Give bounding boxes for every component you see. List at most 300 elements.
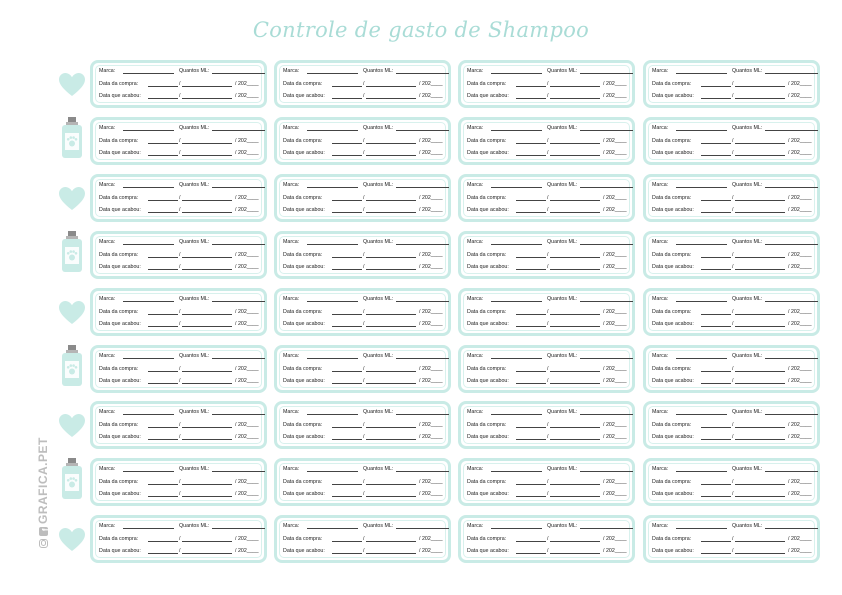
ml-field[interactable] <box>580 409 633 415</box>
purchase-month-field[interactable] <box>550 195 600 201</box>
finish-day-field[interactable] <box>516 378 546 384</box>
finish-year-field[interactable]: / 202____ <box>603 548 627 555</box>
ml-field[interactable] <box>396 466 449 472</box>
finish-day-field[interactable] <box>148 321 178 327</box>
purchase-month-field[interactable] <box>550 479 600 485</box>
finish-month-field[interactable] <box>735 434 785 440</box>
purchase-day-field[interactable] <box>701 309 731 315</box>
purchase-day-field[interactable] <box>332 138 362 144</box>
purchase-month-field[interactable] <box>550 536 600 542</box>
purchase-month-field[interactable] <box>735 309 785 315</box>
finish-month-field[interactable] <box>550 150 600 156</box>
finish-year-field[interactable]: / 202____ <box>235 434 259 441</box>
ml-field[interactable] <box>212 125 265 131</box>
purchase-year-field[interactable]: / 202____ <box>235 308 259 315</box>
purchase-month-field[interactable] <box>550 422 600 428</box>
brand-field[interactable] <box>307 466 358 472</box>
finish-year-field[interactable]: / 202____ <box>419 320 443 327</box>
purchase-month-field[interactable] <box>182 479 232 485</box>
finish-day-field[interactable] <box>701 150 731 156</box>
ml-field[interactable] <box>580 68 633 74</box>
finish-month-field[interactable] <box>182 264 232 270</box>
purchase-date-label: Data da compra: <box>283 81 323 87</box>
purchase-day-field[interactable] <box>701 422 731 428</box>
finish-day-field[interactable] <box>701 207 731 213</box>
purchase-year-field[interactable]: / 202____ <box>788 194 812 201</box>
ml-field[interactable] <box>396 182 449 188</box>
purchase-year-field[interactable]: / 202____ <box>788 536 812 543</box>
finish-day-field[interactable] <box>148 93 178 99</box>
purchase-month-field[interactable] <box>735 422 785 428</box>
ml-label: Quantos ML: <box>547 181 578 188</box>
brand-field[interactable] <box>123 239 174 245</box>
purchase-day-field[interactable] <box>148 309 178 315</box>
brand-field[interactable] <box>491 182 542 188</box>
purchase-day-field[interactable] <box>516 252 546 258</box>
finish-day-field[interactable] <box>332 378 362 384</box>
purchase-day-field[interactable] <box>516 366 546 372</box>
ml-field[interactable] <box>396 296 449 302</box>
finish-year-field[interactable]: / 202____ <box>419 377 443 384</box>
finish-month-field[interactable] <box>182 378 232 384</box>
finish-month-field[interactable] <box>735 321 785 327</box>
finish-month-field[interactable] <box>735 491 785 497</box>
finish-month-field[interactable] <box>550 548 600 554</box>
ml-field[interactable] <box>396 68 449 74</box>
brand-field[interactable] <box>676 523 727 529</box>
purchase-day-field[interactable] <box>332 252 362 258</box>
finish-year-field[interactable]: / 202____ <box>419 206 443 213</box>
purchase-month-field[interactable] <box>182 195 232 201</box>
finish-month-field[interactable] <box>550 321 600 327</box>
finish-month-field[interactable] <box>550 264 600 270</box>
brand-field[interactable] <box>123 466 174 472</box>
brand-field[interactable] <box>676 239 727 245</box>
finish-year-field[interactable]: / 202____ <box>419 491 443 498</box>
purchase-year-field[interactable]: / 202____ <box>419 81 443 87</box>
purchase-year-field[interactable]: / 202____ <box>603 365 627 372</box>
purchase-day-field[interactable] <box>148 422 178 428</box>
purchase-month-field[interactable] <box>366 479 416 485</box>
brand-field[interactable] <box>123 353 174 359</box>
finish-month-field[interactable] <box>182 207 232 213</box>
finish-year-field[interactable]: / 202____ <box>235 320 259 327</box>
brand-field[interactable] <box>307 68 358 74</box>
purchase-month-field[interactable] <box>735 81 785 87</box>
ml-field[interactable] <box>212 466 265 472</box>
ml-field[interactable] <box>212 353 265 359</box>
finish-year-field[interactable]: / 202____ <box>419 93 443 99</box>
finish-month-field[interactable] <box>366 434 416 440</box>
finish-year-field[interactable]: / 202____ <box>788 434 812 441</box>
purchase-year-field[interactable]: / 202____ <box>419 479 443 486</box>
finish-month-field[interactable] <box>182 548 232 554</box>
tracker-row <box>0 288 842 336</box>
purchase-year-field[interactable]: / 202____ <box>603 308 627 315</box>
purchase-day-field[interactable] <box>516 81 546 87</box>
purchase-year-field[interactable]: / 202____ <box>419 308 443 315</box>
ml-field[interactable] <box>765 523 818 529</box>
finish-year-field[interactable]: / 202____ <box>235 491 259 498</box>
finish-day-field[interactable] <box>148 264 178 270</box>
brand-field[interactable] <box>491 466 542 472</box>
brand-field[interactable] <box>676 466 727 472</box>
finish-month-field[interactable] <box>550 93 600 99</box>
finish-month-field[interactable] <box>366 150 416 156</box>
finish-day-field[interactable] <box>516 434 546 440</box>
tracker-card: Marca: Quantos ML: Data da compra: / / 202____ Data que acabou: / / 202____ <box>643 231 820 279</box>
brand-field[interactable] <box>676 409 727 415</box>
purchase-day-field[interactable] <box>701 252 731 258</box>
finish-year-field[interactable]: / 202____ <box>788 206 812 213</box>
purchase-year-field[interactable]: / 202____ <box>788 479 812 486</box>
ml-field[interactable] <box>765 68 818 74</box>
purchase-day-field[interactable] <box>516 195 546 201</box>
tracker-row <box>0 345 842 393</box>
brand-label: Marca: <box>652 68 669 74</box>
purchase-month-field[interactable] <box>366 138 416 144</box>
finish-day-field[interactable] <box>516 491 546 497</box>
finish-year-field[interactable]: / 202____ <box>788 320 812 327</box>
purchase-day-field[interactable] <box>701 479 731 485</box>
purchase-month-field[interactable] <box>735 252 785 258</box>
ml-field[interactable] <box>765 466 818 472</box>
finish-day-field[interactable] <box>148 548 178 554</box>
purchase-year-field[interactable]: / 202____ <box>235 365 259 372</box>
ml-field[interactable] <box>396 409 449 415</box>
finish-day-field[interactable] <box>516 93 546 99</box>
purchase-month-field[interactable] <box>182 138 232 144</box>
purchase-month-field[interactable] <box>550 309 600 315</box>
purchase-year-field[interactable]: / 202____ <box>235 137 259 144</box>
purchase-day-field[interactable] <box>701 366 731 372</box>
purchase-day-field[interactable] <box>148 479 178 485</box>
purchase-year-field[interactable]: / 202____ <box>788 422 812 429</box>
purchase-day-field[interactable] <box>148 138 178 144</box>
finish-month-field[interactable] <box>550 378 600 384</box>
finish-year-field[interactable]: / 202____ <box>235 206 259 213</box>
finish-year-field[interactable]: / 202____ <box>603 377 627 384</box>
finish-year-field[interactable]: / 202____ <box>603 320 627 327</box>
finish-month-field[interactable] <box>182 491 232 497</box>
ml-field[interactable] <box>212 239 265 245</box>
brand-field[interactable] <box>123 409 174 415</box>
brand-field[interactable] <box>307 523 358 529</box>
purchase-month-field[interactable] <box>550 366 600 372</box>
purchase-day-field[interactable] <box>148 366 178 372</box>
purchase-year-field[interactable]: / 202____ <box>419 194 443 201</box>
purchase-month-field[interactable] <box>182 252 232 258</box>
brand-field[interactable] <box>123 523 174 529</box>
ml-field[interactable] <box>580 353 633 359</box>
finish-day-field[interactable] <box>516 264 546 270</box>
purchase-month-field[interactable] <box>366 81 416 87</box>
purchase-day-field[interactable] <box>701 81 731 87</box>
purchase-day-field[interactable] <box>148 81 178 87</box>
finish-year-field[interactable]: / 202____ <box>788 548 812 555</box>
finish-month-field[interactable] <box>366 491 416 497</box>
purchase-month-field[interactable] <box>182 422 232 428</box>
finish-year-field[interactable]: / 202____ <box>603 491 627 498</box>
purchase-year-field[interactable]: / 202____ <box>603 422 627 429</box>
finish-month-field[interactable] <box>735 207 785 213</box>
purchase-day-field[interactable] <box>332 422 362 428</box>
purchase-year-field[interactable]: / 202____ <box>603 194 627 201</box>
finish-day-field[interactable] <box>516 150 546 156</box>
finish-month-field[interactable] <box>182 321 232 327</box>
finish-year-field[interactable]: / 202____ <box>235 548 259 555</box>
finish-month-field[interactable] <box>366 207 416 213</box>
purchase-day-field[interactable] <box>516 309 546 315</box>
finish-month-field[interactable] <box>550 491 600 497</box>
finish-year-field[interactable]: / 202____ <box>235 93 259 99</box>
finish-day-field[interactable] <box>701 264 731 270</box>
brand-field[interactable] <box>491 353 542 359</box>
brand-field[interactable] <box>307 125 358 131</box>
ml-field[interactable] <box>396 353 449 359</box>
purchase-month-field[interactable] <box>550 252 600 258</box>
purchase-month-field[interactable] <box>735 366 785 372</box>
purchase-year-field[interactable]: / 202____ <box>419 422 443 429</box>
finish-month-field[interactable] <box>735 93 785 99</box>
purchase-day-field[interactable] <box>332 536 362 542</box>
purchase-year-field[interactable]: / 202____ <box>235 194 259 201</box>
finish-year-field[interactable]: / 202____ <box>235 377 259 384</box>
ml-field[interactable] <box>580 239 633 245</box>
purchase-year-field[interactable]: / 202____ <box>419 536 443 543</box>
finish-day-field[interactable] <box>332 150 362 156</box>
purchase-month-field[interactable] <box>366 252 416 258</box>
finish-month-field[interactable] <box>550 434 600 440</box>
purchase-year-field[interactable]: / 202____ <box>603 536 627 543</box>
purchase-year-field[interactable]: / 202____ <box>788 365 812 372</box>
purchase-month-field[interactable] <box>182 81 232 87</box>
ml-field[interactable] <box>580 523 633 529</box>
finish-month-field[interactable] <box>366 264 416 270</box>
purchase-year-field[interactable]: / 202____ <box>603 251 627 258</box>
ml-field[interactable] <box>396 125 449 131</box>
finish-month-field[interactable] <box>735 264 785 270</box>
brand-field[interactable] <box>491 409 542 415</box>
purchase-year-field[interactable]: / 202____ <box>419 365 443 372</box>
finish-day-field[interactable] <box>332 434 362 440</box>
brand-field[interactable] <box>676 296 727 302</box>
purchase-day-field[interactable] <box>332 309 362 315</box>
brand-field[interactable] <box>123 182 174 188</box>
ml-field[interactable] <box>580 466 633 472</box>
ml-field[interactable] <box>765 182 818 188</box>
finish-day-field[interactable] <box>332 93 362 99</box>
ml-field[interactable] <box>212 296 265 302</box>
purchase-month-field[interactable] <box>182 366 232 372</box>
purchase-year-field[interactable]: / 202____ <box>235 422 259 429</box>
finish-day-field[interactable] <box>701 491 731 497</box>
finish-day-field[interactable] <box>516 207 546 213</box>
purchase-day-field[interactable] <box>516 138 546 144</box>
finish-date-label: Data que acabou: <box>283 149 325 156</box>
purchase-month-field[interactable] <box>366 366 416 372</box>
purchase-day-field[interactable] <box>516 479 546 485</box>
purchase-year-field[interactable]: / 202____ <box>788 308 812 315</box>
purchase-month-field[interactable] <box>182 536 232 542</box>
finish-month-field[interactable] <box>550 207 600 213</box>
ml-field[interactable] <box>396 523 449 529</box>
brand-label: Marca: <box>283 409 300 416</box>
brand-label: Marca: <box>652 238 669 245</box>
finish-year-field[interactable]: / 202____ <box>788 263 812 270</box>
ml-field[interactable] <box>212 182 265 188</box>
ml-field[interactable] <box>765 409 818 415</box>
finish-day-field[interactable] <box>148 150 178 156</box>
finish-year-field[interactable]: / 202____ <box>603 263 627 270</box>
finish-month-field[interactable] <box>366 93 416 99</box>
purchase-year-field[interactable]: / 202____ <box>603 81 627 87</box>
purchase-day-field[interactable] <box>332 195 362 201</box>
ml-field[interactable] <box>212 68 265 74</box>
ml-label: Quantos ML: <box>179 352 210 359</box>
finish-month-field[interactable] <box>366 321 416 327</box>
ml-field[interactable] <box>580 125 633 131</box>
brand-field[interactable] <box>307 182 358 188</box>
purchase-month-field[interactable] <box>550 138 600 144</box>
purchase-day-field[interactable] <box>332 366 362 372</box>
purchase-year-field[interactable]: / 202____ <box>603 479 627 486</box>
finish-day-field[interactable] <box>701 93 731 99</box>
ml-field[interactable] <box>765 296 818 302</box>
brand-field[interactable] <box>676 182 727 188</box>
finish-year-field[interactable]: / 202____ <box>603 149 627 156</box>
purchase-month-field[interactable] <box>366 195 416 201</box>
brand-field[interactable] <box>123 125 174 131</box>
finish-day-field[interactable] <box>516 548 546 554</box>
finish-day-field[interactable] <box>148 491 178 497</box>
purchase-year-field[interactable]: / 202____ <box>603 137 627 144</box>
finish-year-field[interactable]: / 202____ <box>419 434 443 441</box>
finish-day-field[interactable] <box>148 207 178 213</box>
finish-year-field[interactable]: / 202____ <box>788 93 812 99</box>
purchase-year-field[interactable]: / 202____ <box>788 251 812 258</box>
brand-field[interactable] <box>123 68 174 74</box>
finish-day-field[interactable] <box>332 491 362 497</box>
purchase-day-field[interactable] <box>148 252 178 258</box>
purchase-day-field[interactable] <box>332 479 362 485</box>
finish-year-field[interactable]: / 202____ <box>788 491 812 498</box>
purchase-month-field[interactable] <box>735 138 785 144</box>
finish-day-field[interactable] <box>332 264 362 270</box>
brand-field[interactable] <box>307 409 358 415</box>
finish-month-field[interactable] <box>182 434 232 440</box>
finish-month-field[interactable] <box>182 150 232 156</box>
finish-month-field[interactable] <box>182 93 232 99</box>
finish-year-field[interactable]: / 202____ <box>603 206 627 213</box>
purchase-year-field[interactable]: / 202____ <box>235 81 259 87</box>
purchase-month-field[interactable] <box>182 309 232 315</box>
finish-month-field[interactable] <box>366 378 416 384</box>
purchase-month-field[interactable] <box>735 479 785 485</box>
brand-label: Marca: <box>652 295 669 302</box>
brand-field[interactable] <box>491 239 542 245</box>
finish-day-field[interactable] <box>701 434 731 440</box>
brand-field[interactable] <box>676 125 727 131</box>
purchase-day-field[interactable] <box>701 195 731 201</box>
purchase-day-field[interactable] <box>332 81 362 87</box>
finish-month-field[interactable] <box>735 548 785 554</box>
finish-year-field[interactable]: / 202____ <box>603 434 627 441</box>
finish-year-field[interactable]: / 202____ <box>788 377 812 384</box>
purchase-day-field[interactable] <box>701 536 731 542</box>
finish-day-field[interactable] <box>332 321 362 327</box>
brand-field[interactable] <box>676 68 727 74</box>
finish-year-field[interactable]: / 202____ <box>235 149 259 156</box>
brand-field[interactable] <box>307 296 358 302</box>
finish-day-field[interactable] <box>332 548 362 554</box>
purchase-month-field[interactable] <box>366 422 416 428</box>
purchase-day-field[interactable] <box>148 195 178 201</box>
finish-day-field[interactable] <box>332 207 362 213</box>
ml-field[interactable] <box>580 182 633 188</box>
purchase-day-field[interactable] <box>148 536 178 542</box>
finish-year-field[interactable]: / 202____ <box>419 548 443 555</box>
purchase-year-field[interactable]: / 202____ <box>419 137 443 144</box>
purchase-day-field[interactable] <box>516 536 546 542</box>
purchase-year-field[interactable]: / 202____ <box>235 479 259 486</box>
brand-field[interactable] <box>307 353 358 359</box>
finish-day-field[interactable] <box>148 434 178 440</box>
finish-month-field[interactable] <box>735 378 785 384</box>
purchase-day-field[interactable] <box>516 422 546 428</box>
brand-field[interactable] <box>491 125 542 131</box>
ml-field[interactable] <box>765 353 818 359</box>
ml-field[interactable] <box>580 296 633 302</box>
purchase-year-field[interactable]: / 202____ <box>788 81 812 87</box>
purchase-month-field[interactable] <box>366 536 416 542</box>
finish-year-field[interactable]: / 202____ <box>419 149 443 156</box>
ml-field[interactable] <box>765 125 818 131</box>
finish-month-field[interactable] <box>735 150 785 156</box>
purchase-month-field[interactable] <box>735 536 785 542</box>
finish-day-field[interactable] <box>701 321 731 327</box>
purchase-day-field[interactable] <box>701 138 731 144</box>
brand-field[interactable] <box>491 296 542 302</box>
finish-year-field[interactable]: / 202____ <box>788 149 812 156</box>
finish-day-field[interactable] <box>516 321 546 327</box>
finish-year-field[interactable]: / 202____ <box>603 93 627 99</box>
tracker-card: Marca: Quantos ML: Data da compra: / / 202____ Data que acabou: / / 202____ <box>458 288 635 336</box>
ml-field[interactable] <box>212 409 265 415</box>
brand-field[interactable] <box>491 523 542 529</box>
finish-day-field[interactable] <box>148 378 178 384</box>
brand-field[interactable] <box>123 296 174 302</box>
brand-field[interactable] <box>491 68 542 74</box>
brand-field[interactable] <box>307 239 358 245</box>
ml-field[interactable] <box>396 239 449 245</box>
purchase-year-field[interactable]: / 202____ <box>419 251 443 258</box>
purchase-month-field[interactable] <box>550 81 600 87</box>
finish-day-field[interactable] <box>701 378 731 384</box>
purchase-year-field[interactable]: / 202____ <box>235 251 259 258</box>
finish-day-field[interactable] <box>701 548 731 554</box>
finish-year-field[interactable]: / 202____ <box>235 263 259 270</box>
purchase-year-field[interactable]: / 202____ <box>788 137 812 144</box>
brand-field[interactable] <box>676 353 727 359</box>
ml-field[interactable] <box>212 523 265 529</box>
purchase-year-field[interactable]: / 202____ <box>235 536 259 543</box>
purchase-month-field[interactable] <box>366 309 416 315</box>
ml-field[interactable] <box>765 239 818 245</box>
finish-month-field[interactable] <box>366 548 416 554</box>
purchase-month-field[interactable] <box>735 195 785 201</box>
finish-year-field[interactable]: / 202____ <box>419 263 443 270</box>
